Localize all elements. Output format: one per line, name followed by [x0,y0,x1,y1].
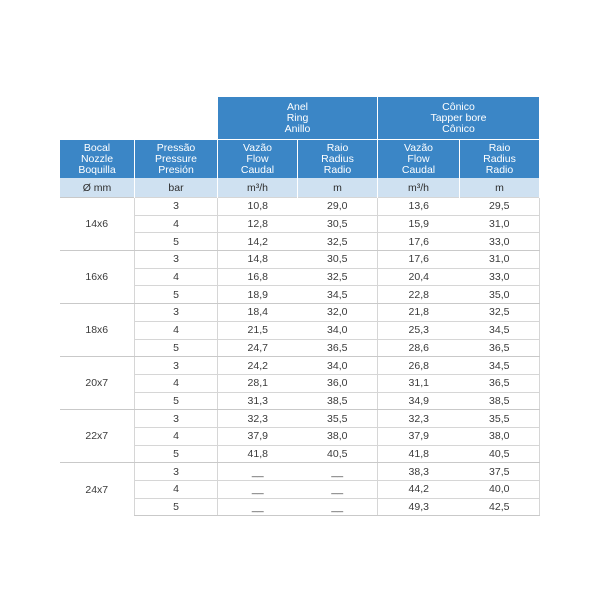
column-header-taper-flow-line: Flow [407,152,430,165]
taper-radius-cell: 40,0 [460,481,540,499]
nozzle-cell: 20x7 [60,357,135,410]
column-header-pressure-line: Presión [158,163,194,176]
taper-radius-cell: 29,5 [460,198,540,216]
pressure-cell: 4 [135,427,218,445]
pressure-cell: 5 [135,233,218,251]
ring-flow-cell: 37,9 [218,427,298,445]
column-header-ring-radius [298,140,378,179]
ring-flow-cell: 21,5 [218,321,298,339]
pressure-cell: 4 [135,268,218,286]
column-header-nozzle-line: Nozzle [80,152,114,165]
column-header-taper-flow-line: Caudal [401,163,436,176]
taper-flow-cell: 31,1 [378,374,460,392]
ring-flow-cell: 32,3 [218,410,298,428]
ring-flow-cell: 14,8 [218,251,298,269]
units-row [60,178,540,198]
pressure-cell: 4 [135,481,218,499]
ring-radius-cell: 40,5 [298,445,378,463]
header-spacer [60,97,218,140]
column-header-ring-radius-line: Raio [326,141,349,154]
taper-radius-cell: 34,5 [460,321,540,339]
taper-flow-cell: 20,4 [378,268,460,286]
ring-radius-cell: 36,5 [298,339,378,357]
ring-flow-cell: 31,3 [218,392,298,410]
taper-radius-cell: 37,5 [460,463,540,481]
pressure-cell: 3 [135,251,218,269]
pressure-cell: 4 [135,215,218,233]
pressure-cell: 3 [135,357,218,375]
group-header-taper-en: Tapper bore [430,111,487,124]
taper-flow-cell: 17,6 [378,233,460,251]
table-body [60,198,540,516]
taper-radius-cell: 38,0 [460,427,540,445]
taper-flow-cell: 49,3 [378,498,460,516]
ring-flow-cell: 18,9 [218,286,298,304]
taper-flow-cell: 32,3 [378,410,460,428]
column-header-pressure-line: Pressão [156,141,196,154]
column-header-ring-flow-line: Caudal [240,163,275,176]
pressure-cell: 5 [135,286,218,304]
ring-flow-cell: __ [218,498,298,516]
table-row [60,198,540,216]
ring-radius-cell: 32,5 [298,268,378,286]
unit-cell: m³/h [378,178,460,198]
pressure-cell: 4 [135,374,218,392]
taper-radius-cell: 35,0 [460,286,540,304]
unit-cell: m [460,178,540,198]
taper-radius-cell: 36,5 [460,339,540,357]
column-header-ring-flow-line: Flow [246,152,269,165]
ring-radius-cell: 30,5 [298,251,378,269]
ring-radius-cell: 38,0 [298,427,378,445]
column-header-taper-flow-line: Vazão [404,141,433,154]
taper-flow-cell: 41,8 [378,445,460,463]
ring-radius-cell: 30,5 [298,215,378,233]
column-header-pressure-line: Pressure [154,152,197,165]
taper-flow-cell: 28,6 [378,339,460,357]
taper-radius-cell: 33,0 [460,268,540,286]
taper-radius-cell: 40,5 [460,445,540,463]
ring-flow-cell: 16,8 [218,268,298,286]
group-header-taper [378,97,540,140]
ring-radius-cell: 32,5 [298,233,378,251]
ring-flow-cell: 28,1 [218,374,298,392]
ring-radius-cell: 34,5 [298,286,378,304]
nozzle-cell: 14x6 [60,198,135,251]
ring-flow-cell: 24,2 [218,357,298,375]
taper-radius-cell: 42,5 [460,498,540,516]
column-header-row [60,140,540,179]
taper-flow-cell: 21,8 [378,304,460,322]
table-row [60,251,540,269]
ring-radius-cell: 34,0 [298,357,378,375]
taper-radius-cell: 31,0 [460,251,540,269]
ring-flow-cell: 14,2 [218,233,298,251]
unit-cell: m [298,178,378,198]
table-row [60,410,540,428]
pressure-cell: 5 [135,445,218,463]
ring-radius-cell: 29,0 [298,198,378,216]
ring-radius-cell: 38,5 [298,392,378,410]
ring-flow-cell: __ [218,463,298,481]
unit-cell: m³/h [218,178,298,198]
pressure-cell: 5 [135,392,218,410]
taper-flow-cell: 26,8 [378,357,460,375]
taper-radius-cell: 34,5 [460,357,540,375]
column-header-nozzle-line: Boquilla [78,163,116,176]
column-header-ring-radius-line: Radius [321,152,354,165]
ring-flow-cell: 41,8 [218,445,298,463]
taper-radius-cell: 36,5 [460,374,540,392]
unit-cell: Ø mm [60,178,135,198]
column-header-pressure [135,140,218,179]
group-header-taper-pt: Cônico [442,100,475,113]
column-header-taper-radius-line: Radio [485,163,514,176]
taper-radius-cell: 32,5 [460,304,540,322]
ring-flow-cell: 10,8 [218,198,298,216]
taper-flow-cell: 38,3 [378,463,460,481]
column-header-ring-radius-line: Radio [323,163,352,176]
group-header-taper-es: Cônico [442,122,475,135]
ring-flow-cell: 18,4 [218,304,298,322]
ring-radius-cell: __ [298,481,378,499]
group-header-row [60,97,540,140]
nozzle-performance-table [59,97,540,516]
column-header-taper-flow [378,140,460,179]
pressure-cell: 3 [135,410,218,428]
nozzle-cell: 16x6 [60,251,135,304]
table-row [60,304,540,322]
column-header-taper-radius-line: Radius [483,152,516,165]
taper-flow-cell: 22,8 [378,286,460,304]
nozzle-cell: 24x7 [60,463,135,516]
pressure-cell: 5 [135,339,218,357]
group-header-ring-en: Ring [286,111,309,124]
table-row [60,463,540,481]
ring-radius-cell: 32,0 [298,304,378,322]
taper-flow-cell: 15,9 [378,215,460,233]
pressure-cell: 5 [135,498,218,516]
pressure-cell: 3 [135,198,218,216]
taper-flow-cell: 25,3 [378,321,460,339]
taper-flow-cell: 37,9 [378,427,460,445]
pressure-cell: 4 [135,321,218,339]
column-header-taper-radius-line: Raio [488,141,511,154]
ring-flow-cell: 12,8 [218,215,298,233]
ring-flow-cell: __ [218,481,298,499]
ring-radius-cell: 34,0 [298,321,378,339]
taper-radius-cell: 35,5 [460,410,540,428]
column-header-nozzle [60,140,135,179]
taper-flow-cell: 13,6 [378,198,460,216]
taper-radius-cell: 31,0 [460,215,540,233]
ring-flow-cell: 24,7 [218,339,298,357]
table-row [60,357,540,375]
group-header-ring-pt: Anel [286,100,308,113]
taper-radius-cell: 33,0 [460,233,540,251]
ring-radius-cell: 36,0 [298,374,378,392]
nozzle-cell: 22x7 [60,410,135,463]
column-header-ring-flow [218,140,298,179]
taper-flow-cell: 44,2 [378,481,460,499]
column-header-nozzle-line: Bocal [83,141,111,154]
nozzle-cell: 18x6 [60,304,135,357]
taper-flow-cell: 17,6 [378,251,460,269]
unit-cell: bar [135,178,218,198]
pressure-cell: 3 [135,304,218,322]
taper-flow-cell: 34,9 [378,392,460,410]
taper-radius-cell: 38,5 [460,392,540,410]
ring-radius-cell: __ [298,463,378,481]
group-header-ring [218,97,378,140]
pressure-cell: 3 [135,463,218,481]
ring-radius-cell: 35,5 [298,410,378,428]
group-header-ring-es: Anillo [284,122,311,135]
column-header-ring-flow-line: Vazão [243,141,272,154]
ring-radius-cell: __ [298,498,378,516]
column-header-taper-radius [460,140,540,179]
